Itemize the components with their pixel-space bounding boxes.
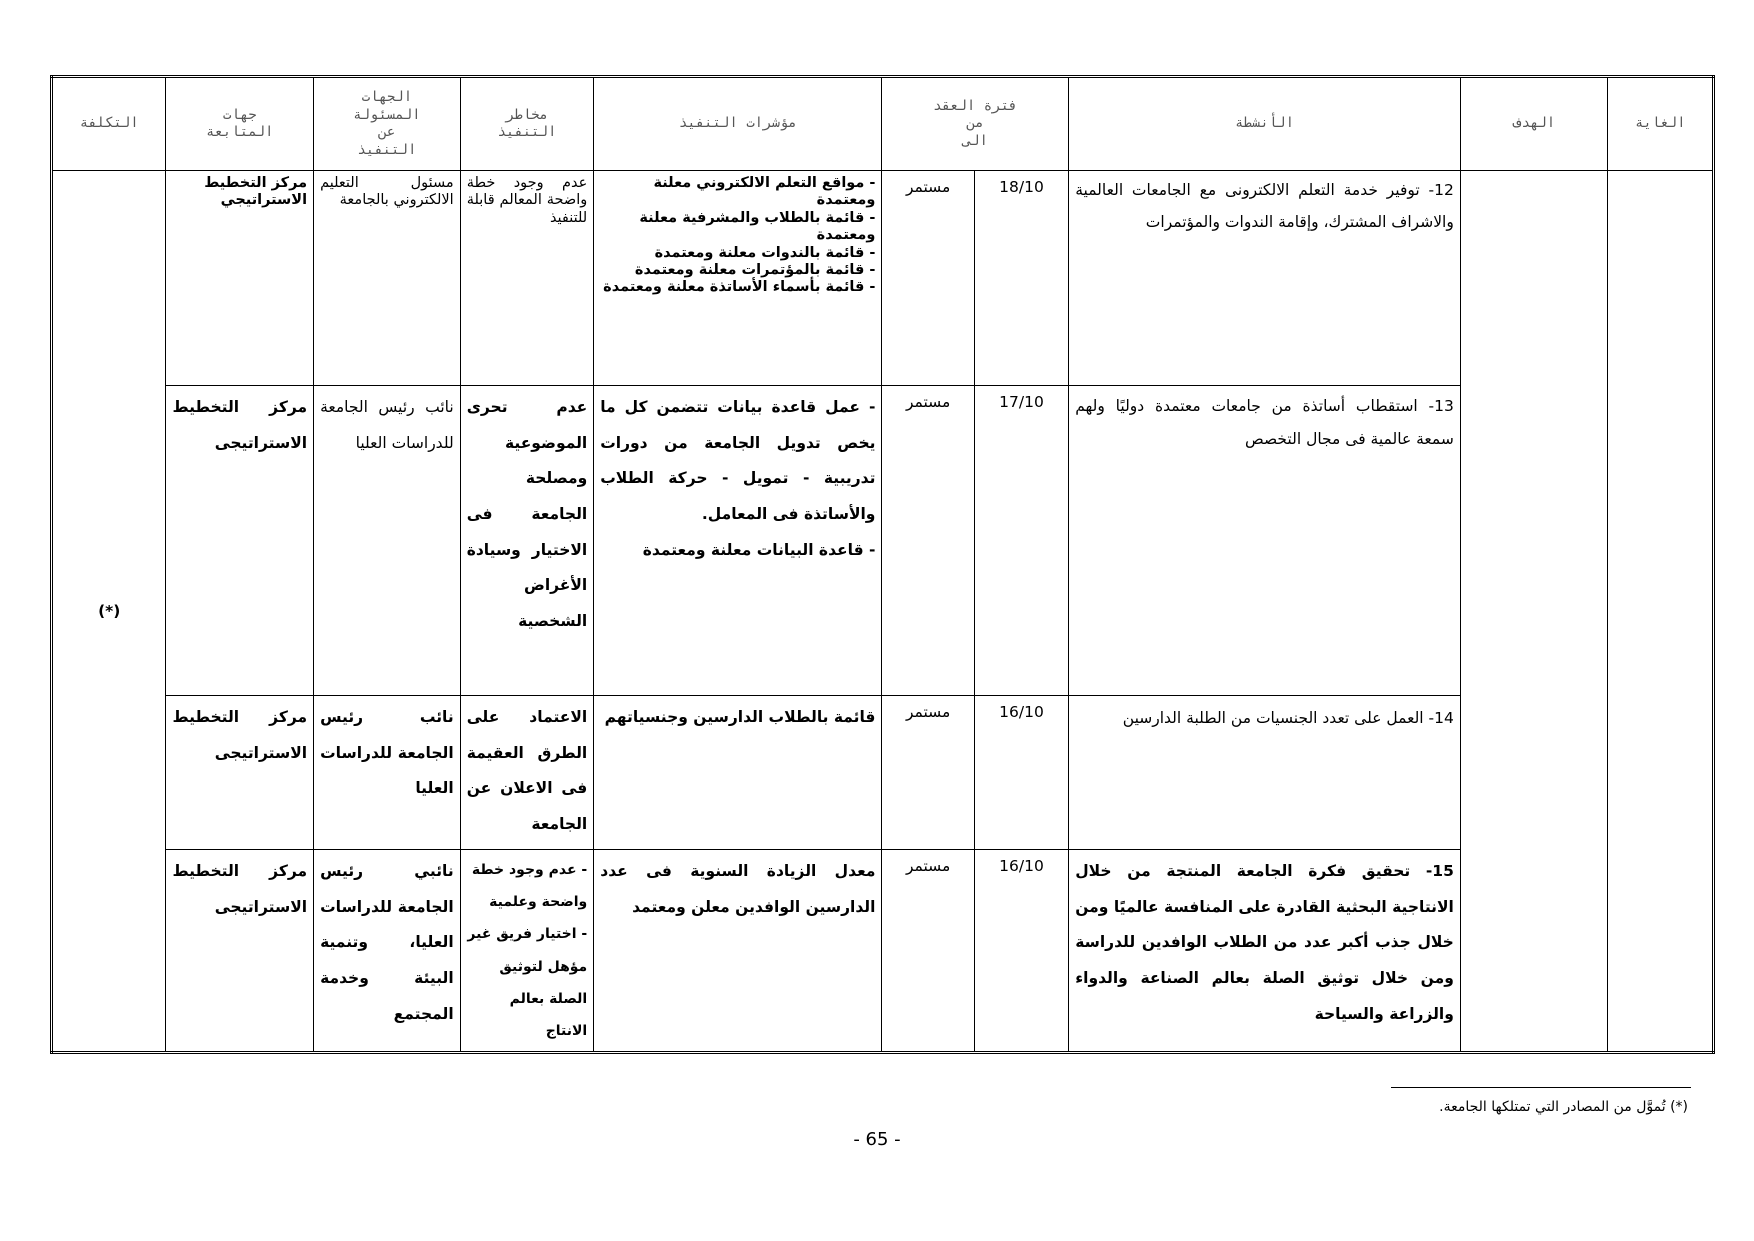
header-indicators: مؤشرات التنفيذ <box>594 77 882 171</box>
footnote: (*) تُموَّل من المصادر التي تمتلكها الجامعة. <box>1439 1099 1688 1115</box>
from-cell: 17/10 <box>974 386 1068 696</box>
header-risks: مخاطر التنفيذ <box>460 77 594 171</box>
responsible-cell: نائب رئيس الجامعة للدراسات العليا <box>314 386 461 696</box>
indicators-cell: - عمل قاعدة بيانات تتضمن كل ما يخص تدويل الجامعة من دورات تدريبية - تمويل - حركة الطلاب والأساتذة فى المعامل. - قاعدة البيانات معلنة ومعتمدة <box>594 386 882 696</box>
activity-cell: 15- تحقيق فكرة الجامعة المنتجة من خلال الانتاجية البحثية القادرة على المنافسة عالميًا ومن خلال جذب أكبر عدد من الطلاب الوافدين للدراسة ومن خلال توثيق الصلة بعالم الصناعة والدواء والزراعة والسياحة <box>1069 850 1461 1053</box>
monitoring-cell: مركز التخطيط الاستراتيجى <box>166 696 314 850</box>
header-goal: الغاية <box>1608 77 1714 171</box>
to-cell: مستمر <box>882 850 974 1053</box>
risks-cell: الاعتماد على الطرق العقيمة فى الاعلان عن الجامعة <box>460 696 594 850</box>
header-objective: الهدف <box>1460 77 1608 171</box>
footnote-separator <box>1391 1087 1691 1088</box>
activity-cell: 12- توفير خدمة التعلم الالكترونى مع الجامعات العالمية والاشراف المشترك، وإقامة الندوات والمؤتمرات <box>1069 171 1461 386</box>
header-monitoring: جهات المتابعة <box>166 77 314 171</box>
goal-cell <box>1608 171 1714 1053</box>
objective-cell <box>1460 171 1608 1053</box>
indicators-cell: قائمة بالطلاب الدارسين وجنسياتهم <box>594 696 882 850</box>
risks-cell: عدم تحرى الموضوعية ومصلحة الجامعة فى الاختيار وسيادة الأغراض الشخصية <box>460 386 594 696</box>
monitoring-cell: مركز التخطيط الاستراتيجى <box>166 386 314 696</box>
to-cell: مستمر <box>882 386 974 696</box>
from-cell: 18/10 <box>974 171 1068 386</box>
activity-cell: 14- العمل على تعدد الجنسيات من الطلبة الدارسين <box>1069 696 1461 850</box>
header-period: فترة العقد من الى <box>882 77 1069 171</box>
cost-cell: (*) <box>52 171 166 1053</box>
header-cost: التكلفة <box>52 77 166 171</box>
responsible-cell: نائبي رئيس الجامعة للدراسات العليا، وتنمية البيئة وخدمة المجتمع <box>314 850 461 1053</box>
from-cell: 16/10 <box>974 696 1068 850</box>
indicators-cell: - مواقع التعلم الالكتروني معلنة ومعتمدة - قائمة بالطلاب والمشرفية معلنة ومعتمدة - قائمة بالندوات معلنة ومعتمدة - قائمة بالمؤتمرات معلنة ومعتمدة - قائمة بأسماء الأساتذة معلنة ومعتمدة <box>594 171 882 386</box>
table-row <box>52 171 1714 386</box>
activity-cell: 13- استقطاب أساتذة من جامعات معتمدة دوليًا ولهم سمعة عالمية فى مجال التخصص <box>1069 386 1461 696</box>
header-responsible: الجهات المسئولة عن التنفيذ <box>314 77 461 171</box>
indicators-cell: معدل الزيادة السنوية فى عدد الدارسين الوافدين معلن ومعتمد <box>594 850 882 1053</box>
responsible-cell: نائب رئيس الجامعة للدراسات العليا <box>314 696 461 850</box>
page-number: - 65 - <box>853 1129 901 1150</box>
monitoring-cell: مركز التخطيط الاستراتيجي <box>166 171 314 386</box>
monitoring-cell: مركز التخطيط الاستراتيجى <box>166 850 314 1053</box>
header-activities: الأنشطة <box>1069 77 1461 171</box>
to-cell: مستمر <box>882 171 974 386</box>
from-cell: 16/10 <box>974 850 1068 1053</box>
risks-cell: - عدم وجود خطة واضحة وعلمية - اختيار فريق غير مؤهل لتوثيق الصلة بعالم الانتاج <box>460 850 594 1053</box>
to-cell: مستمر <box>882 696 974 850</box>
plan-table <box>50 75 1715 1054</box>
risks-cell: عدم وجود خطة واضحة المعالم قابلة للتنفيذ <box>460 171 594 386</box>
responsible-cell: مسئول التعليم الالكتروني بالجامعة <box>314 171 461 386</box>
header-row <box>52 77 1714 171</box>
